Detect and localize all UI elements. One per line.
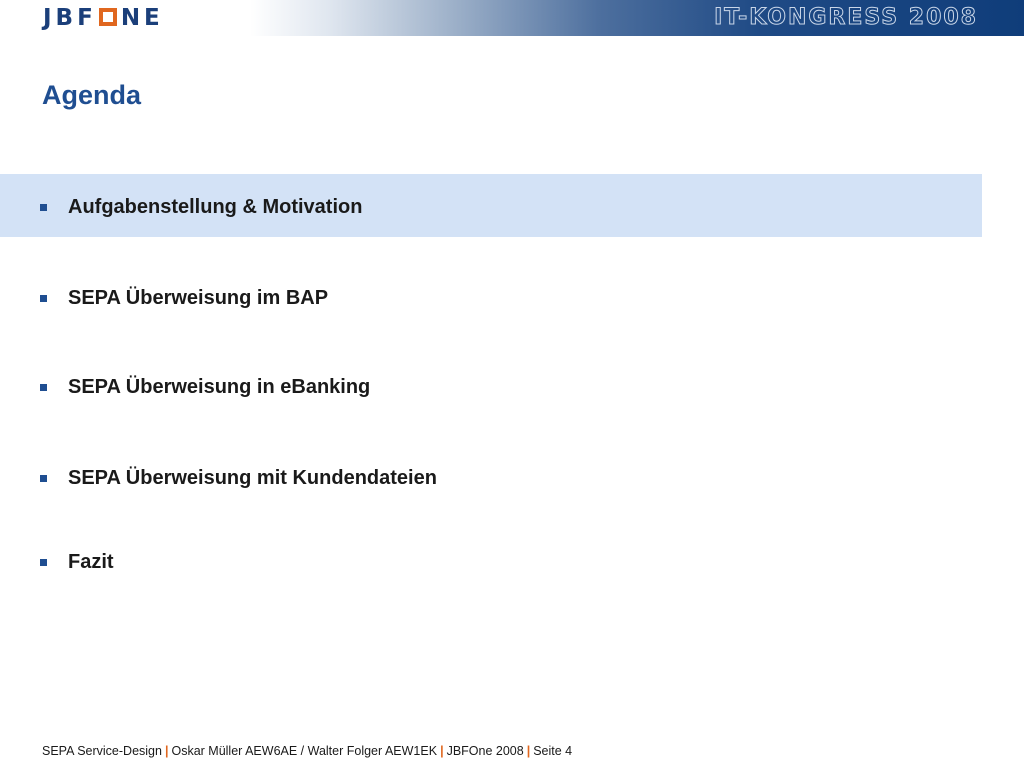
footer-separator: | (526, 744, 531, 758)
footer-authors: Oskar Müller AEW6AE / Walter Folger AEW1EK (171, 744, 438, 758)
footer-separator: | (164, 744, 169, 758)
square-bullet-icon (40, 204, 47, 211)
logo-text-right: NE (120, 5, 164, 31)
agenda-item-label: SEPA Überweisung in eBanking (68, 375, 371, 398)
agenda-item-fazit (40, 548, 114, 576)
footer-page-number: Seite 4 (533, 744, 573, 758)
agenda-item-ebanking (40, 373, 370, 401)
square-bullet-icon (40, 475, 47, 482)
event-title: IT-KONGRESS 2008 (714, 5, 978, 30)
footer-event: JBFOne 2008 (446, 744, 524, 758)
page-title: Agenda (42, 80, 142, 110)
footer-separator: | (440, 744, 444, 758)
footer-presentation: SEPA Service-Design (42, 744, 162, 758)
square-bullet-icon (40, 559, 47, 566)
slide-footer (42, 743, 572, 759)
agenda-item-aufgabenstellung (40, 193, 362, 221)
agenda-item-label: Aufgabenstellung & Motivation (68, 195, 363, 218)
agenda-item-label: SEPA Überweisung im BAP (68, 286, 329, 309)
logo-text-left: JBF (43, 5, 97, 31)
agenda-item-kundendateien (40, 464, 437, 492)
square-bullet-icon (40, 384, 47, 391)
square-bullet-icon (40, 295, 47, 302)
agenda-item-label: Fazit (68, 550, 114, 573)
jbfone-logo (43, 6, 164, 30)
logo-o-square-icon (99, 8, 117, 26)
agenda-item-label: SEPA Überweisung mit Kundendateien (68, 466, 437, 489)
agenda-item-bap (40, 284, 328, 312)
